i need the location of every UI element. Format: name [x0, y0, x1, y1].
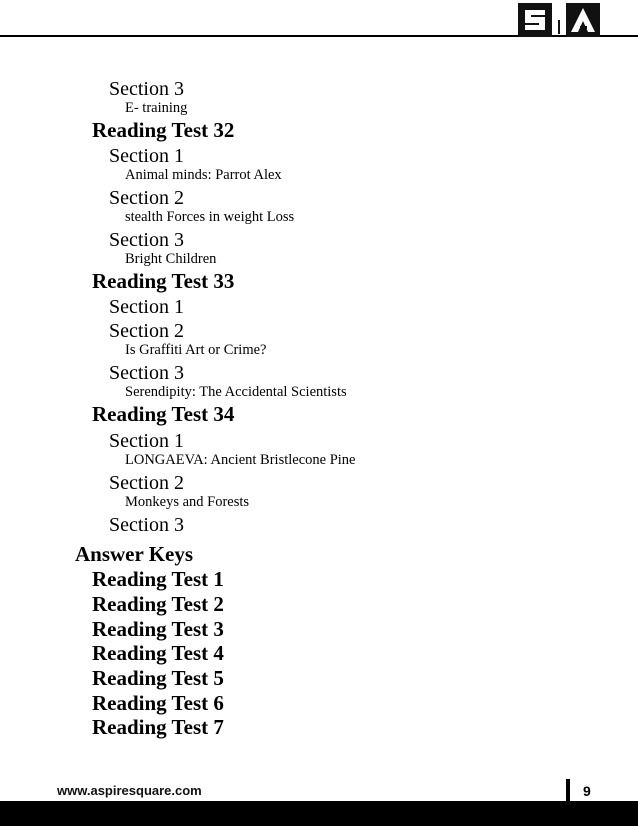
toc-section: Section 2: [109, 472, 184, 494]
toc-subtitle: LONGAEVA: Ancient Bristlecone Pine: [125, 452, 356, 468]
toc-section: Section 2: [109, 187, 184, 209]
footer-bar: [0, 801, 638, 826]
page-number: 9: [583, 783, 591, 799]
toc-reading-test: Reading Test 6: [92, 691, 224, 715]
toc-subtitle: E- training: [125, 100, 188, 116]
toc-subtitle: Animal minds: Parrot Alex: [125, 167, 282, 183]
toc-reading-test: Reading Test 34: [92, 402, 235, 426]
brand-logo-icon: [518, 2, 604, 38]
toc-subtitle: Serendipity: The Accidental Scientists: [125, 384, 347, 400]
toc-reading-test: Reading Test 4: [92, 641, 224, 665]
toc-section: Section 2: [109, 320, 184, 342]
toc-section: Section 1: [109, 296, 184, 318]
toc-section: Section 3: [109, 229, 184, 251]
toc-reading-test: Reading Test 7: [92, 715, 224, 739]
toc-subtitle: Bright Children: [125, 251, 217, 267]
toc-reading-test: Reading Test 5: [92, 666, 224, 690]
toc-section: Section 1: [109, 430, 184, 452]
toc-reading-test: Reading Test 33: [92, 269, 235, 293]
toc-section: Section 3: [109, 362, 184, 384]
footer-separator: [566, 779, 570, 801]
toc-reading-test: Reading Test 32: [92, 118, 235, 142]
toc-section: Section 3: [109, 514, 184, 536]
toc-section: Section 3: [109, 78, 184, 100]
footer-website: www.aspiresquare.com: [57, 783, 202, 798]
toc-subtitle: Is Graffiti Art or Crime?: [125, 342, 267, 358]
toc-subtitle: stealth Forces in weight Loss: [125, 209, 295, 225]
toc-reading-test: Reading Test 1: [92, 567, 224, 591]
toc-section: Section 1: [109, 145, 184, 167]
toc-subtitle: Monkeys and Forests: [125, 494, 250, 510]
toc-reading-test: Reading Test 3: [92, 617, 224, 641]
answer-keys-heading: Answer Keys: [75, 542, 194, 566]
toc-reading-test: Reading Test 2: [92, 592, 224, 616]
